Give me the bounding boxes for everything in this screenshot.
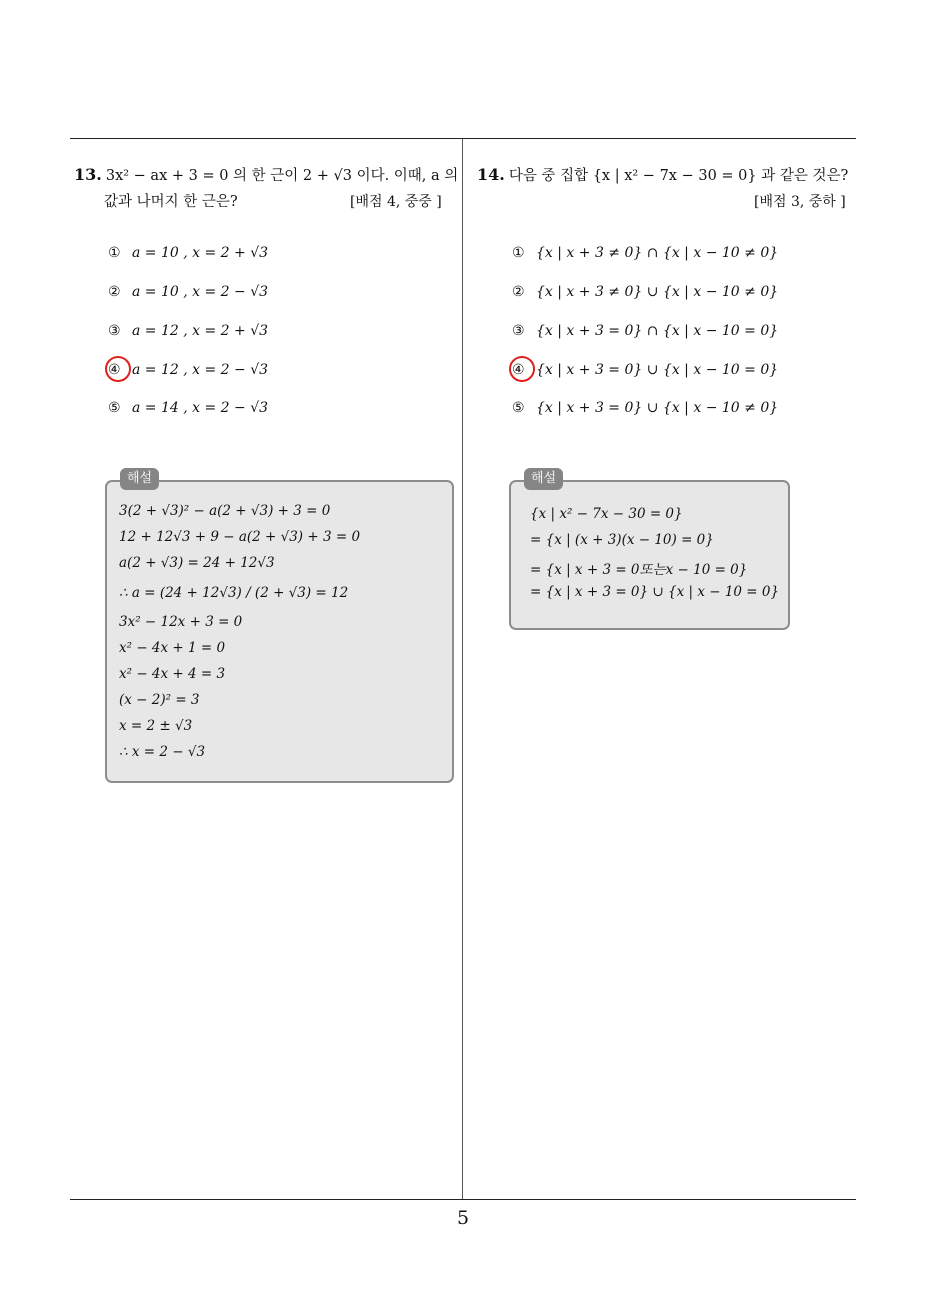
choice-2[interactable] xyxy=(108,280,268,304)
solution-line: {x | x² − 7x − 30 = 0} xyxy=(530,506,683,522)
question-stem xyxy=(477,161,848,190)
choice-text: a = 10 , x = 2 + √3 xyxy=(132,245,269,261)
choice-text: a = 10 , x = 2 − √3 xyxy=(132,284,269,300)
question-stem xyxy=(74,161,458,190)
answer-circle-mark xyxy=(509,356,535,382)
choice-mark: ③ xyxy=(512,323,525,339)
choice-text: {x | x + 3 ≠ 0} ∩ {x | x − 10 ≠ 0} xyxy=(536,245,779,261)
choice-text: a = 14 , x = 2 − √3 xyxy=(132,400,269,416)
choice-4[interactable] xyxy=(512,358,778,382)
choice-text: {x | x + 3 = 0} ∩ {x | x − 10 = 0} xyxy=(536,323,779,339)
choice-mark: ③ xyxy=(108,323,121,339)
choice-mark: ① xyxy=(108,245,121,261)
solution-line: = {x | (x + 3)(x − 10) = 0} xyxy=(530,532,714,548)
choice-mark: ⑤ xyxy=(108,400,121,416)
score-difficulty: [배점 3, 중하 ] xyxy=(754,194,846,210)
solution-line: x = 2 ± √3 xyxy=(119,718,193,734)
choice-5[interactable] xyxy=(108,396,268,420)
question-stem-line1: 다음 중 집합 {x | x² − 7x − 30 = 0} 과 같은 것은? xyxy=(508,168,849,184)
question-number: 14. xyxy=(477,165,505,184)
choice-text: {x | x + 3 = 0} ∪ {x | x − 10 = 0} xyxy=(536,362,779,378)
bottom-rule xyxy=(70,1199,856,1200)
solution-box xyxy=(509,480,790,630)
solution-box xyxy=(105,480,454,783)
page-number: 5 xyxy=(456,1207,470,1229)
choice-mark: ④ xyxy=(512,362,525,378)
choice-mark: ⑤ xyxy=(512,400,525,416)
top-rule xyxy=(70,138,856,139)
solution-tag: 해설 xyxy=(120,468,159,490)
choice-5[interactable] xyxy=(512,396,778,420)
choice-4[interactable] xyxy=(108,358,268,382)
solution-line: ∴ a = (24 + 12√3) / (2 + √3) = 12 xyxy=(119,585,349,601)
solution-line: a(2 + √3) = 24 + 12√3 xyxy=(119,555,275,571)
solution-line: 3x² − 12x + 3 = 0 xyxy=(119,614,243,630)
solution-line: (x − 2)² = 3 xyxy=(119,692,200,708)
solution-line: 3(2 + √3)² − a(2 + √3) + 3 = 0 xyxy=(119,503,331,519)
choice-text: {x | x + 3 = 0} ∪ {x | x − 10 ≠ 0} xyxy=(536,400,779,416)
score-difficulty: [배점 4, 중중 ] xyxy=(350,194,442,210)
question-number: 13. xyxy=(74,165,102,184)
choice-text: {x | x + 3 ≠ 0} ∪ {x | x − 10 ≠ 0} xyxy=(536,284,779,300)
choice-mark: ④ xyxy=(108,362,121,378)
choice-mark: ② xyxy=(108,284,121,300)
solution-line: x² − 4x + 4 = 3 xyxy=(119,666,226,682)
solution-line: ∴ x = 2 − √3 xyxy=(119,744,206,760)
solution-tag: 해설 xyxy=(524,468,563,490)
solution-line: 12 + 12√3 + 9 − a(2 + √3) + 3 = 0 xyxy=(119,529,361,545)
choice-2[interactable] xyxy=(512,280,778,304)
choice-text: a = 12 , x = 2 + √3 xyxy=(132,323,269,339)
choice-3[interactable] xyxy=(512,319,778,343)
question-stem-line1: 3x² − ax + 3 = 0 의 한 근이 2 + √3 이다. 이때, a 의 xyxy=(105,168,459,184)
choice-1[interactable] xyxy=(512,241,778,265)
choice-mark: ① xyxy=(512,245,525,261)
solution-line: = {x | x + 3 = 0또는x − 10 = 0} xyxy=(530,562,748,578)
solution-line: x² − 4x + 1 = 0 xyxy=(119,640,226,656)
choice-3[interactable] xyxy=(108,319,268,343)
choice-text: a = 12 , x = 2 − √3 xyxy=(132,362,269,378)
solution-line: = {x | x + 3 = 0} ∪ {x | x − 10 = 0} xyxy=(530,584,780,600)
choice-mark: ② xyxy=(512,284,525,300)
choice-1[interactable] xyxy=(108,241,268,265)
answer-circle-mark xyxy=(105,356,131,382)
column-divider xyxy=(462,139,463,1200)
question-stem-line2: 값과 나머지 한 근은? xyxy=(104,194,238,210)
